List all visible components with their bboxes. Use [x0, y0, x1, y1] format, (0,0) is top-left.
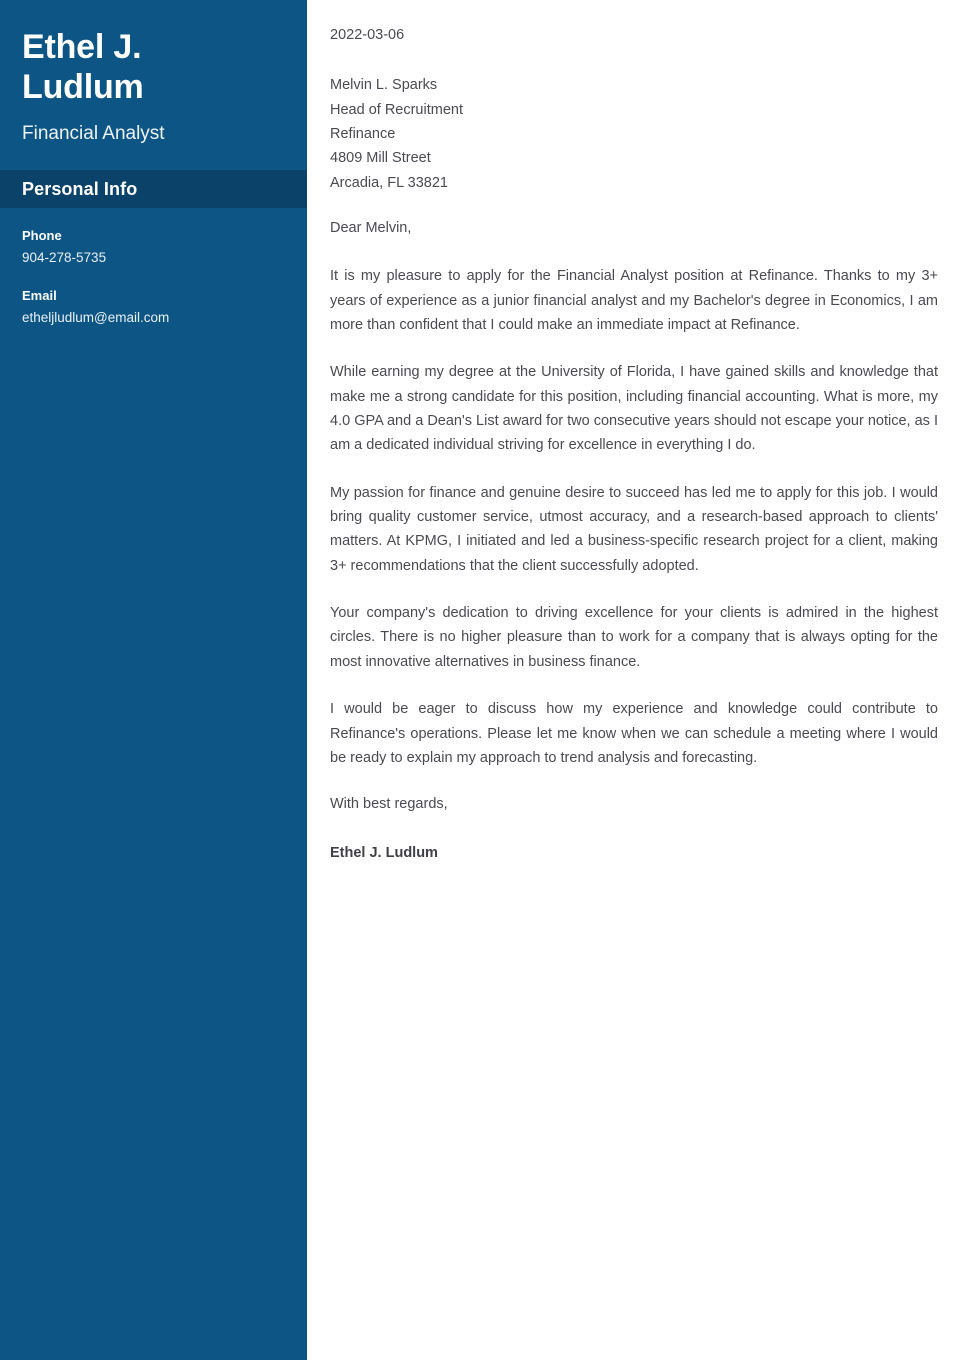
letter-date: 2022-03-06: [330, 27, 405, 43]
body-paragraph-1: It is my pleasure to apply for the Financial Analyst position at Refinance. Thanks to my 3+ years of experience as a junior financial analyst and my Bachelor's degree in Economics, I am more than confident that I could make an immediate impact at Refinance.: [330, 268, 938, 333]
recipient-address-block: [330, 73, 938, 195]
contact-item-email: [22, 286, 285, 328]
body-paragraph-2: While earning my degree at the University of Florida, I have gained skills and knowledge that make me a strong candidate for this position, including financial accounting. What is more, my 4.0 GPA and a Dean's List award for two consecutive years should not escape your notice, as I am a dedicated individual striving for excellence in everything I do.: [330, 364, 938, 454]
phone-label: Phone: [22, 228, 62, 244]
recipient-city-state-zip: Arcadia, FL 33821: [330, 174, 448, 191]
recipient-title: Head of Recruitment: [330, 101, 463, 118]
sidebar: [0, 0, 307, 1360]
sidebar-header: [0, 0, 307, 146]
signature-name: Ethel J. Ludlum: [330, 845, 438, 862]
personal-info-list: [0, 208, 307, 329]
email-label: Email: [22, 288, 57, 304]
candidate-job-title: Financial Analyst: [22, 123, 165, 145]
personal-info-title: Personal Info: [22, 178, 138, 199]
recipient-company: Refinance: [330, 125, 396, 142]
candidate-name: Ethel J. Ludlum: [22, 28, 144, 107]
body-paragraph-5: I would be eager to discuss how my experience and knowledge could contribute to Refinance's operations. Please let me know when we can schedule a meeting where I would be ready to explain my approach to trend analysis and forecasting.: [330, 701, 938, 766]
recipient-street: 4809 Mill Street: [330, 150, 431, 167]
body-paragraph-3: My passion for finance and genuine desire to succeed has led me to apply for this job. I would bring quality customer service, utmost accuracy, and a research-based approach to clients' matters. At KPMG, I initiated and led a business-specific research project for a client, making 3+ recommendations that the client successfully adopted.: [330, 484, 938, 574]
phone-value: 904-278-5735: [22, 249, 107, 265]
body-paragraph-4: Your company's dedication to driving excellence for your clients is admired in the highest circles. There is no higher pleasure than to work for a company that is always opting for the most innovative alternatives in business finance.: [330, 605, 938, 670]
personal-info-section-header: [0, 170, 307, 208]
contact-item-phone: [22, 226, 285, 268]
email-value: etheljludlum@email.com: [22, 309, 170, 325]
closing-phrase: With best regards,: [330, 796, 448, 813]
letter-body: [307, 0, 962, 1360]
salutation: Dear Melvin,: [330, 219, 412, 236]
recipient-name: Melvin L. Sparks: [330, 77, 438, 94]
